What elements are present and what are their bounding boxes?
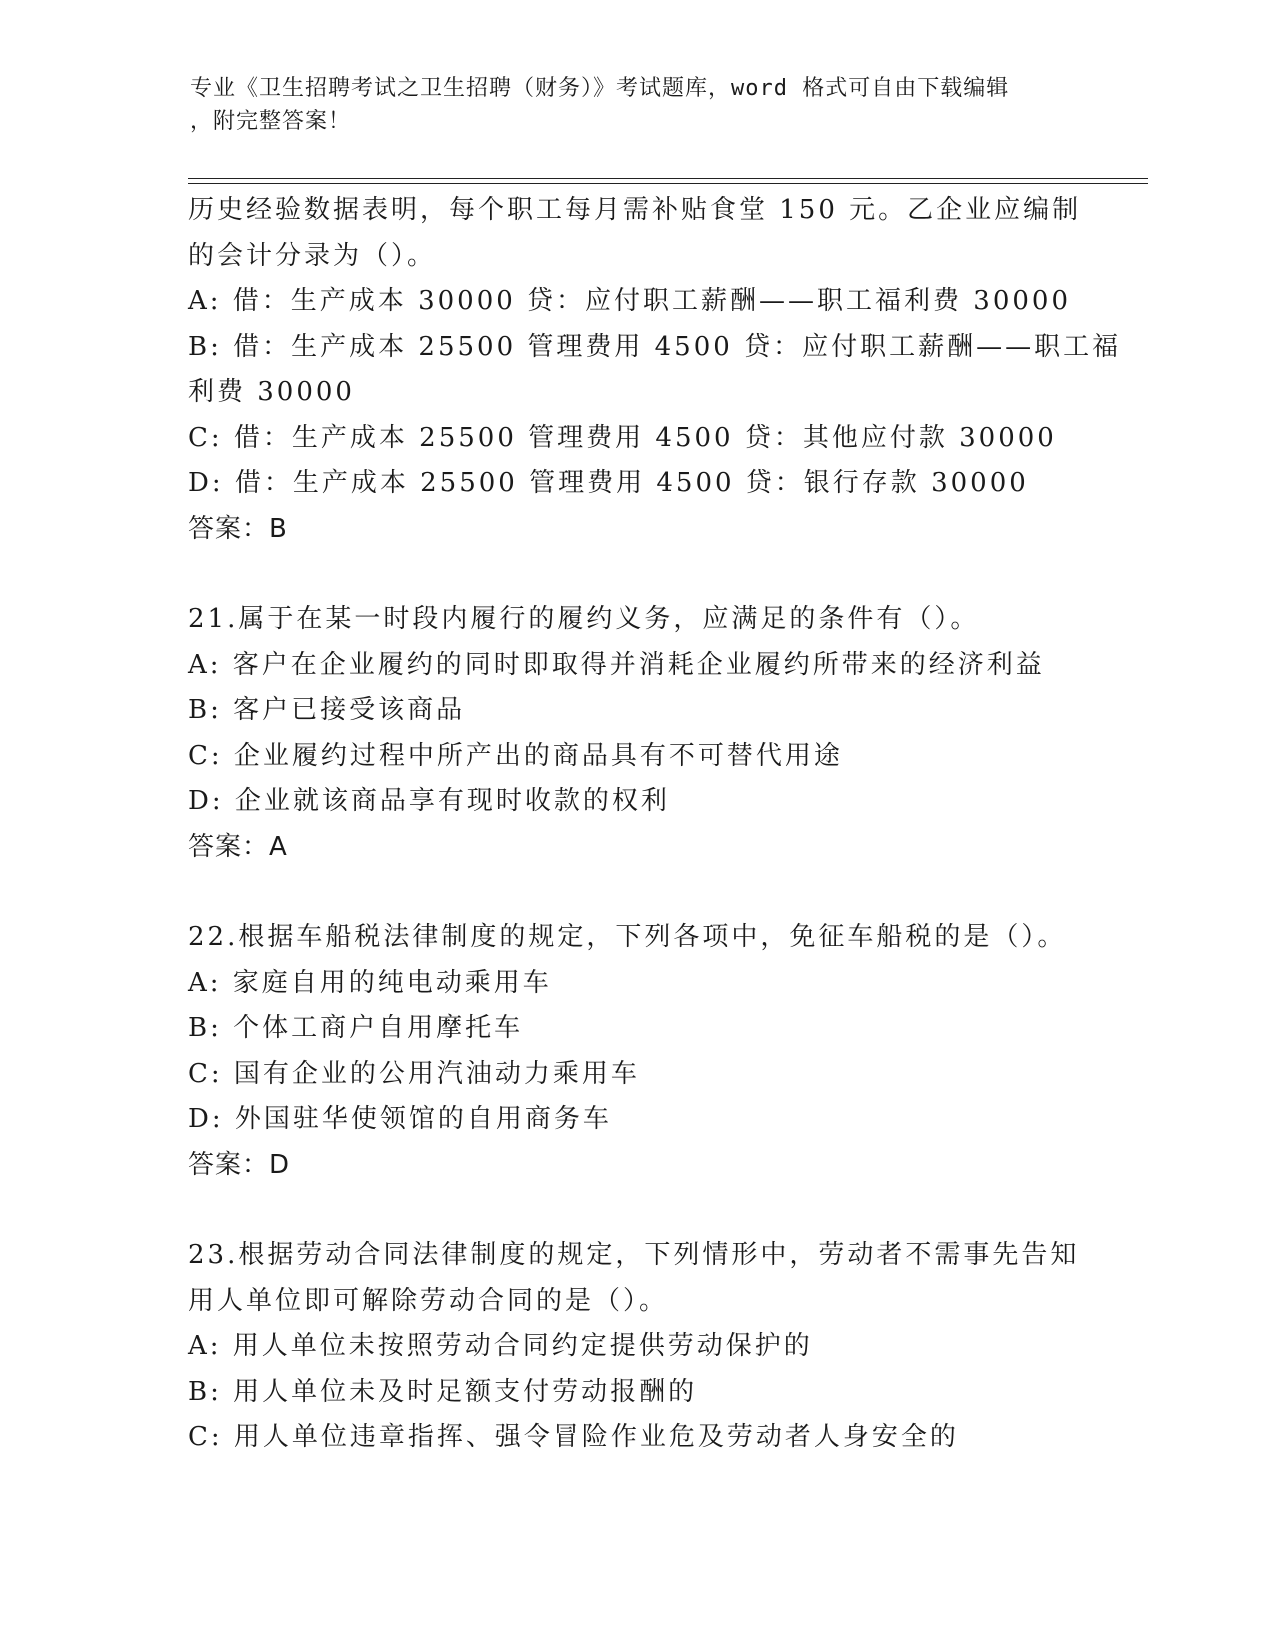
spacer (188, 870, 1088, 915)
option-a: A: 家庭自用的纯电动乘用车 (188, 967, 552, 998)
question-stem-line: 23.根据劳动合同法律制度的规定，下列情形中，劳动者不需事先告知 (188, 1240, 1080, 1270)
spacer (188, 1188, 1088, 1233)
option-a: A: 用人单位未按照劳动合同约定提供劳动保护的 (188, 1331, 813, 1361)
header-divider-top (188, 178, 1148, 179)
option-b: B: 借：生产成本 25500 管理费用 4500 贷：应付职工薪酬——职工福 (188, 331, 1122, 362)
answer-label: 答案：B (188, 513, 288, 544)
question-20-continuation (188, 188, 1122, 552)
question-content (188, 188, 1122, 1461)
question-22 (188, 915, 1088, 1188)
option-d: D: 企业就该商品享有现时收款的权利 (188, 786, 670, 816)
option-b: B: 用人单位未及时足额支付劳动报酬的 (188, 1376, 698, 1407)
option-b-continued: 利费 30000 (188, 377, 355, 407)
question-stem-line: 的会计分录为（）。 (188, 240, 437, 271)
question-23 (188, 1233, 1088, 1461)
option-b: B: 客户已接受该商品 (188, 695, 466, 725)
option-d: D: 外国驻华使领馆的自用商务车 (188, 1104, 612, 1134)
option-a: A: 客户在企业履约的同时即取得并消耗企业履约所带来的经济利益 (188, 649, 1045, 680)
question-stem-line: 用人单位即可解除劳动合同的是（）。 (188, 1285, 669, 1316)
option-a: A: 借：生产成本 30000 贷：应付职工薪酬——职工福利费 30000 (188, 286, 1072, 316)
document-header (190, 72, 1070, 138)
question-stem: 21.属于在某一时段内履行的履约义务，应满足的条件有（）。 (188, 604, 980, 634)
answer-label: 答案：A (188, 831, 288, 862)
option-c: C: 用人单位违章指挥、强令冒险作业危及劳动者人身安全的 (188, 1422, 959, 1452)
question-stem-line: 历史经验数据表明，每个职工每月需补贴食堂 150 元。乙企业应编制 (188, 195, 1082, 225)
option-d: D: 借：生产成本 25500 管理费用 4500 贷：银行存款 30000 (188, 468, 1029, 498)
answer-label: 答案：D (188, 1149, 291, 1180)
option-c: C: 国有企业的公用汽油动力乘用车 (188, 1058, 640, 1089)
header-line-2: ，附完整答案！ (190, 109, 352, 134)
option-b: B: 个体工商户自用摩托车 (188, 1013, 524, 1043)
header-line-1: 专业《卫生招聘考试之卫生招聘（财务）》考试题库，word 格式可自由下载编辑 (190, 76, 1010, 101)
spacer (188, 552, 1088, 597)
question-21 (188, 597, 1088, 870)
header-divider-bottom (188, 183, 1148, 184)
option-c: C: 借：生产成本 25500 管理费用 4500 贷：其他应付款 30000 (188, 422, 1057, 453)
question-stem: 22.根据车船税法律制度的规定，下列各项中，免征车船税的是（）。 (188, 922, 1067, 952)
option-c: C: 企业履约过程中所产出的商品具有不可替代用途 (188, 740, 843, 771)
